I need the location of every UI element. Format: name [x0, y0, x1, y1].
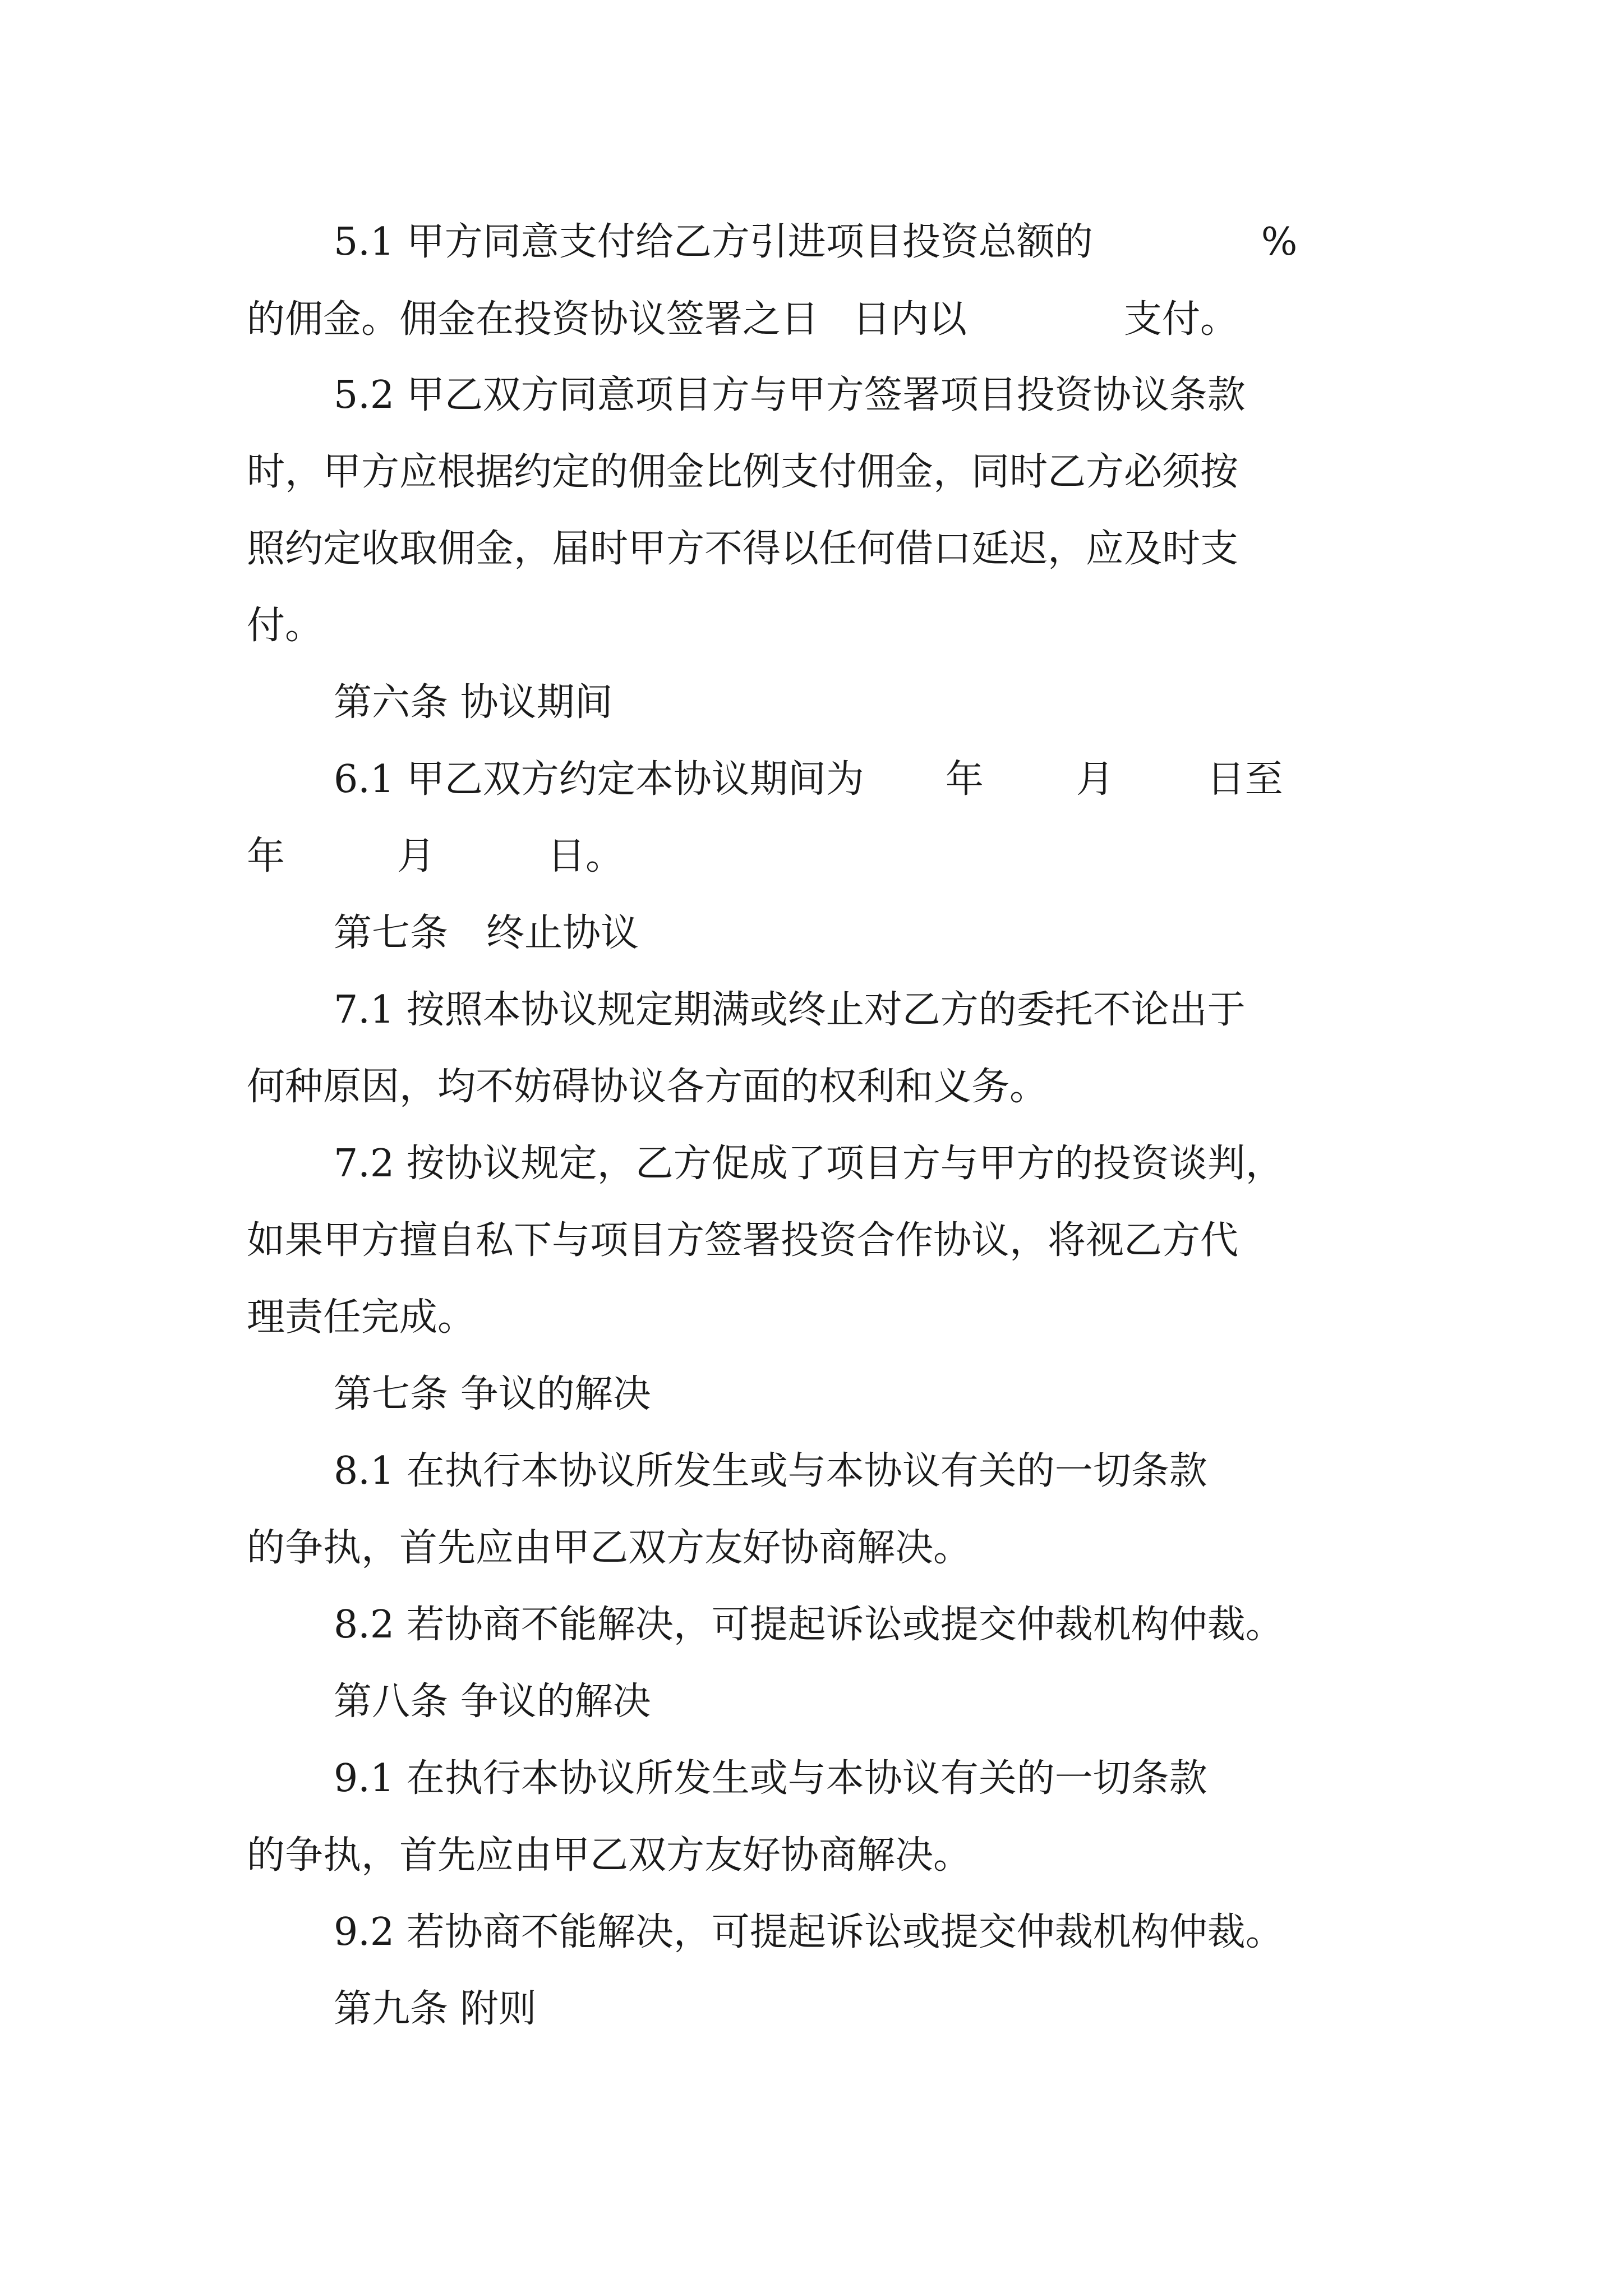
article-9-heading: 第九条 附则: [334, 1987, 537, 2031]
clause-6-1-line-1: [334, 752, 1283, 808]
document-page: [247, 0, 1385, 2296]
clause-8-1-line-1: 8.1 在执行本协议所发生或与本协议有关的一切条款: [334, 1449, 1207, 1493]
clause-9-2-line: 9.2 若协商不能解决，可提起诉讼或提交仲裁机构仲裁。: [334, 1910, 1284, 1954]
text-suffix: 支付。: [1124, 297, 1239, 342]
year-label: 年: [945, 757, 984, 802]
clause-5-2-line-2: 时，甲方应根据约定的佣金比例支付佣金，同时乙方必须按: [247, 450, 1239, 494]
clause-7-1-line-1: 7.1 按照本协议规定期满或终止对乙方的委托不论出于: [334, 988, 1246, 1032]
article-7-heading: 第七条 终止协议: [334, 911, 639, 955]
text: 6.1 甲乙双方约定本协议期间为: [334, 757, 864, 802]
percent-sign: %: [1261, 220, 1298, 264]
clause-7-2-line-2: 如果甲方擅自私下与项目方签署投资合作协议，将视乙方代: [247, 1218, 1239, 1263]
clause-5-2-line-4: 付。: [247, 604, 324, 648]
clause-5-2-line-1: 5.2 甲乙双方同意项目方与甲方签署项目投资协议条款: [334, 373, 1246, 417]
clause-5-1-line-1: [334, 214, 1297, 270]
clause-7-2-line-1: 7.2 按协议规定，乙方促成了项目方与甲方的投资谈判，: [334, 1142, 1284, 1186]
clause-9-1-line-1: 9.1 在执行本协议所发生或与本协议有关的一切条款: [334, 1756, 1207, 1801]
day-label: 日。: [547, 834, 624, 878]
month-label: 月: [1076, 757, 1114, 802]
text-mid: 日内以: [852, 297, 967, 342]
day-label: 日至: [1206, 757, 1283, 802]
clause-8-1-line-2: 的争执，首先应由甲乙双方友好协商解决。: [247, 1526, 972, 1570]
text: 5.1 甲方同意支付给乙方引进项目投资总额的: [334, 220, 1093, 264]
clause-5-2-line-3: 照约定收取佣金，届时甲方不得以任何借口延迟，应及时支: [247, 527, 1239, 571]
article-6-heading: 第六条 协议期间: [334, 680, 613, 725]
clause-7-2-line-3: 理责任完成。: [247, 1295, 476, 1340]
year-label: 年: [247, 834, 285, 878]
clause-6-1-line-2: [247, 829, 624, 885]
article-dispute-heading-1: 第七条 争议的解决: [334, 1372, 651, 1416]
clause-8-2-line: 8.2 若协商不能解决，可提起诉讼或提交仲裁机构仲裁。: [334, 1603, 1284, 1647]
article-dispute-heading-2: 第八条 争议的解决: [334, 1680, 651, 1724]
clause-5-1-line-2: [247, 292, 1238, 348]
text: 的佣金。佣金在投资协议签署之日: [247, 297, 819, 342]
clause-7-1-line-2: 何种原因，均不妨碍协议各方面的权利和义务。: [247, 1065, 1048, 1109]
month-label: 月: [397, 834, 436, 878]
clause-9-1-line-2: 的争执，首先应由甲乙双方友好协商解决。: [247, 1833, 972, 1878]
